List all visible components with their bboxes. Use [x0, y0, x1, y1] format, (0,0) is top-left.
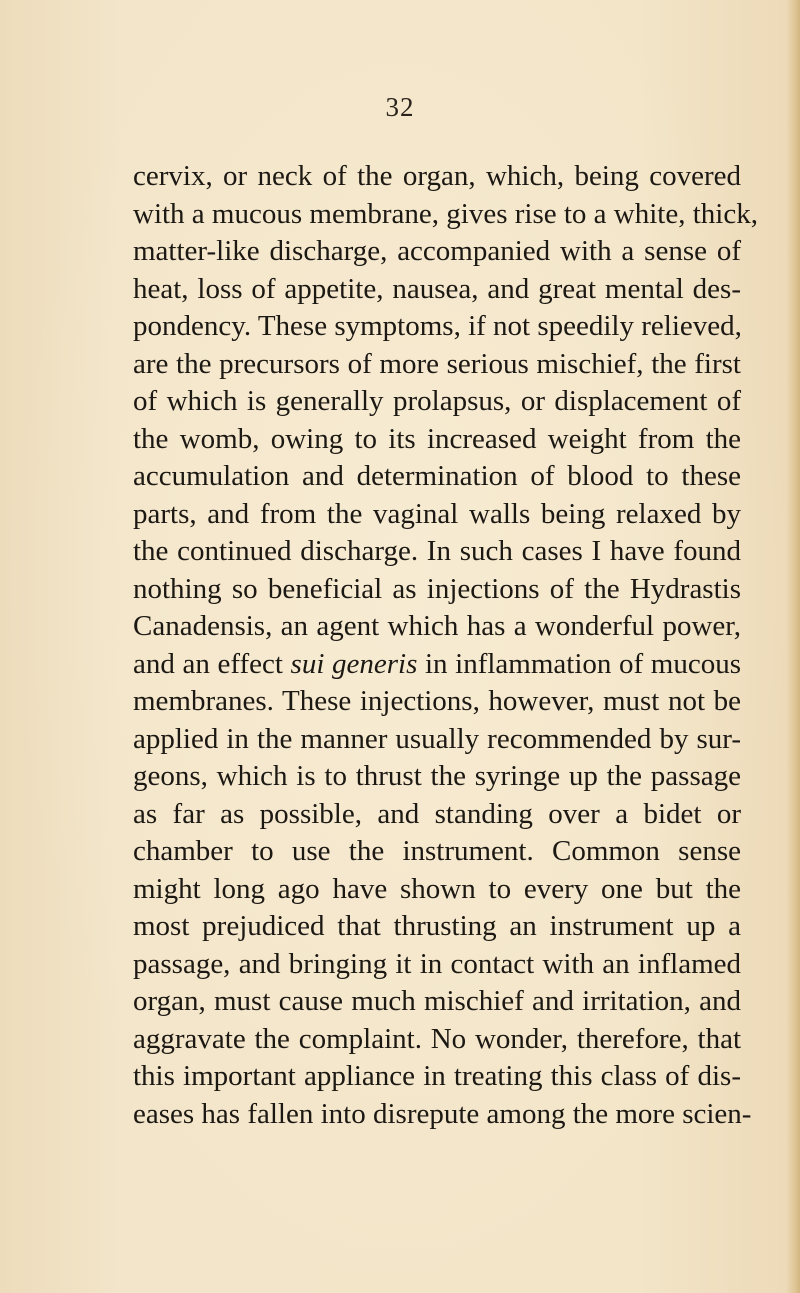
text-line: eases has fallen into disrepute among the more scien- [133, 1097, 752, 1130]
body-text [133, 158, 758, 1133]
text-line: membranes. These injections, however, must not be [133, 685, 741, 717]
text-line: accumulation and determination of blood to these [133, 460, 741, 492]
text-line: matter-like discharge, accompanied with a sense of [133, 235, 741, 267]
page-edge-shadow [786, 0, 800, 1293]
text-line: most prejudiced that thrusting an instrument up a [133, 910, 741, 942]
text-line: applied in the manner usually recommended by sur- [133, 722, 741, 755]
text-line: geons, which is to thrust the syringe up the passage [133, 760, 741, 792]
text-line: with a mucous membrane, gives rise to a white, thick, [133, 197, 758, 230]
text-line: cervix, or neck of the organ, which, being covered [133, 160, 741, 192]
text-line: might long ago have shown to every one but the [133, 872, 741, 905]
text-line: Canadensis, an agent which has a wonderful power, [133, 610, 741, 642]
text-run: in inflammation of mucous [417, 647, 741, 680]
text-line: heat, loss of appetite, nausea, and great mental des- [133, 272, 741, 305]
text-line [133, 646, 741, 684]
page-number: 32 [385, 92, 415, 122]
text-line: as far as possible, and standing over a bidet or [133, 797, 741, 830]
text-run: and an effect [133, 647, 291, 680]
text-line: this important appliance in treating this class of dis- [133, 1060, 741, 1092]
text-line: nothing so beneficial as injections of the Hydrastis [133, 572, 741, 605]
text-line: the continued discharge. In such cases I have found [133, 535, 741, 567]
text-line: are the precursors of more serious mischief, the first [133, 347, 741, 380]
text-line: aggravate the complaint. No wonder, therefore, that [133, 1022, 741, 1055]
text-line: parts, and from the vaginal walls being relaxed by [133, 497, 741, 530]
text-line: passage, and bringing it in contact with an inflamed [133, 947, 741, 980]
italic-phrase: sui generis [290, 647, 418, 680]
text-line: the womb, owing to its increased weight from the [133, 422, 741, 455]
text-line: organ, must cause much mischief and irritation, and [133, 985, 741, 1017]
text-line: pondency. These symptoms, if not speedily relieved, [133, 310, 742, 342]
text-line: chamber to use the instrument. Common sense [133, 835, 741, 867]
text-line: of which is generally prolapsus, or displacement of [133, 385, 741, 417]
